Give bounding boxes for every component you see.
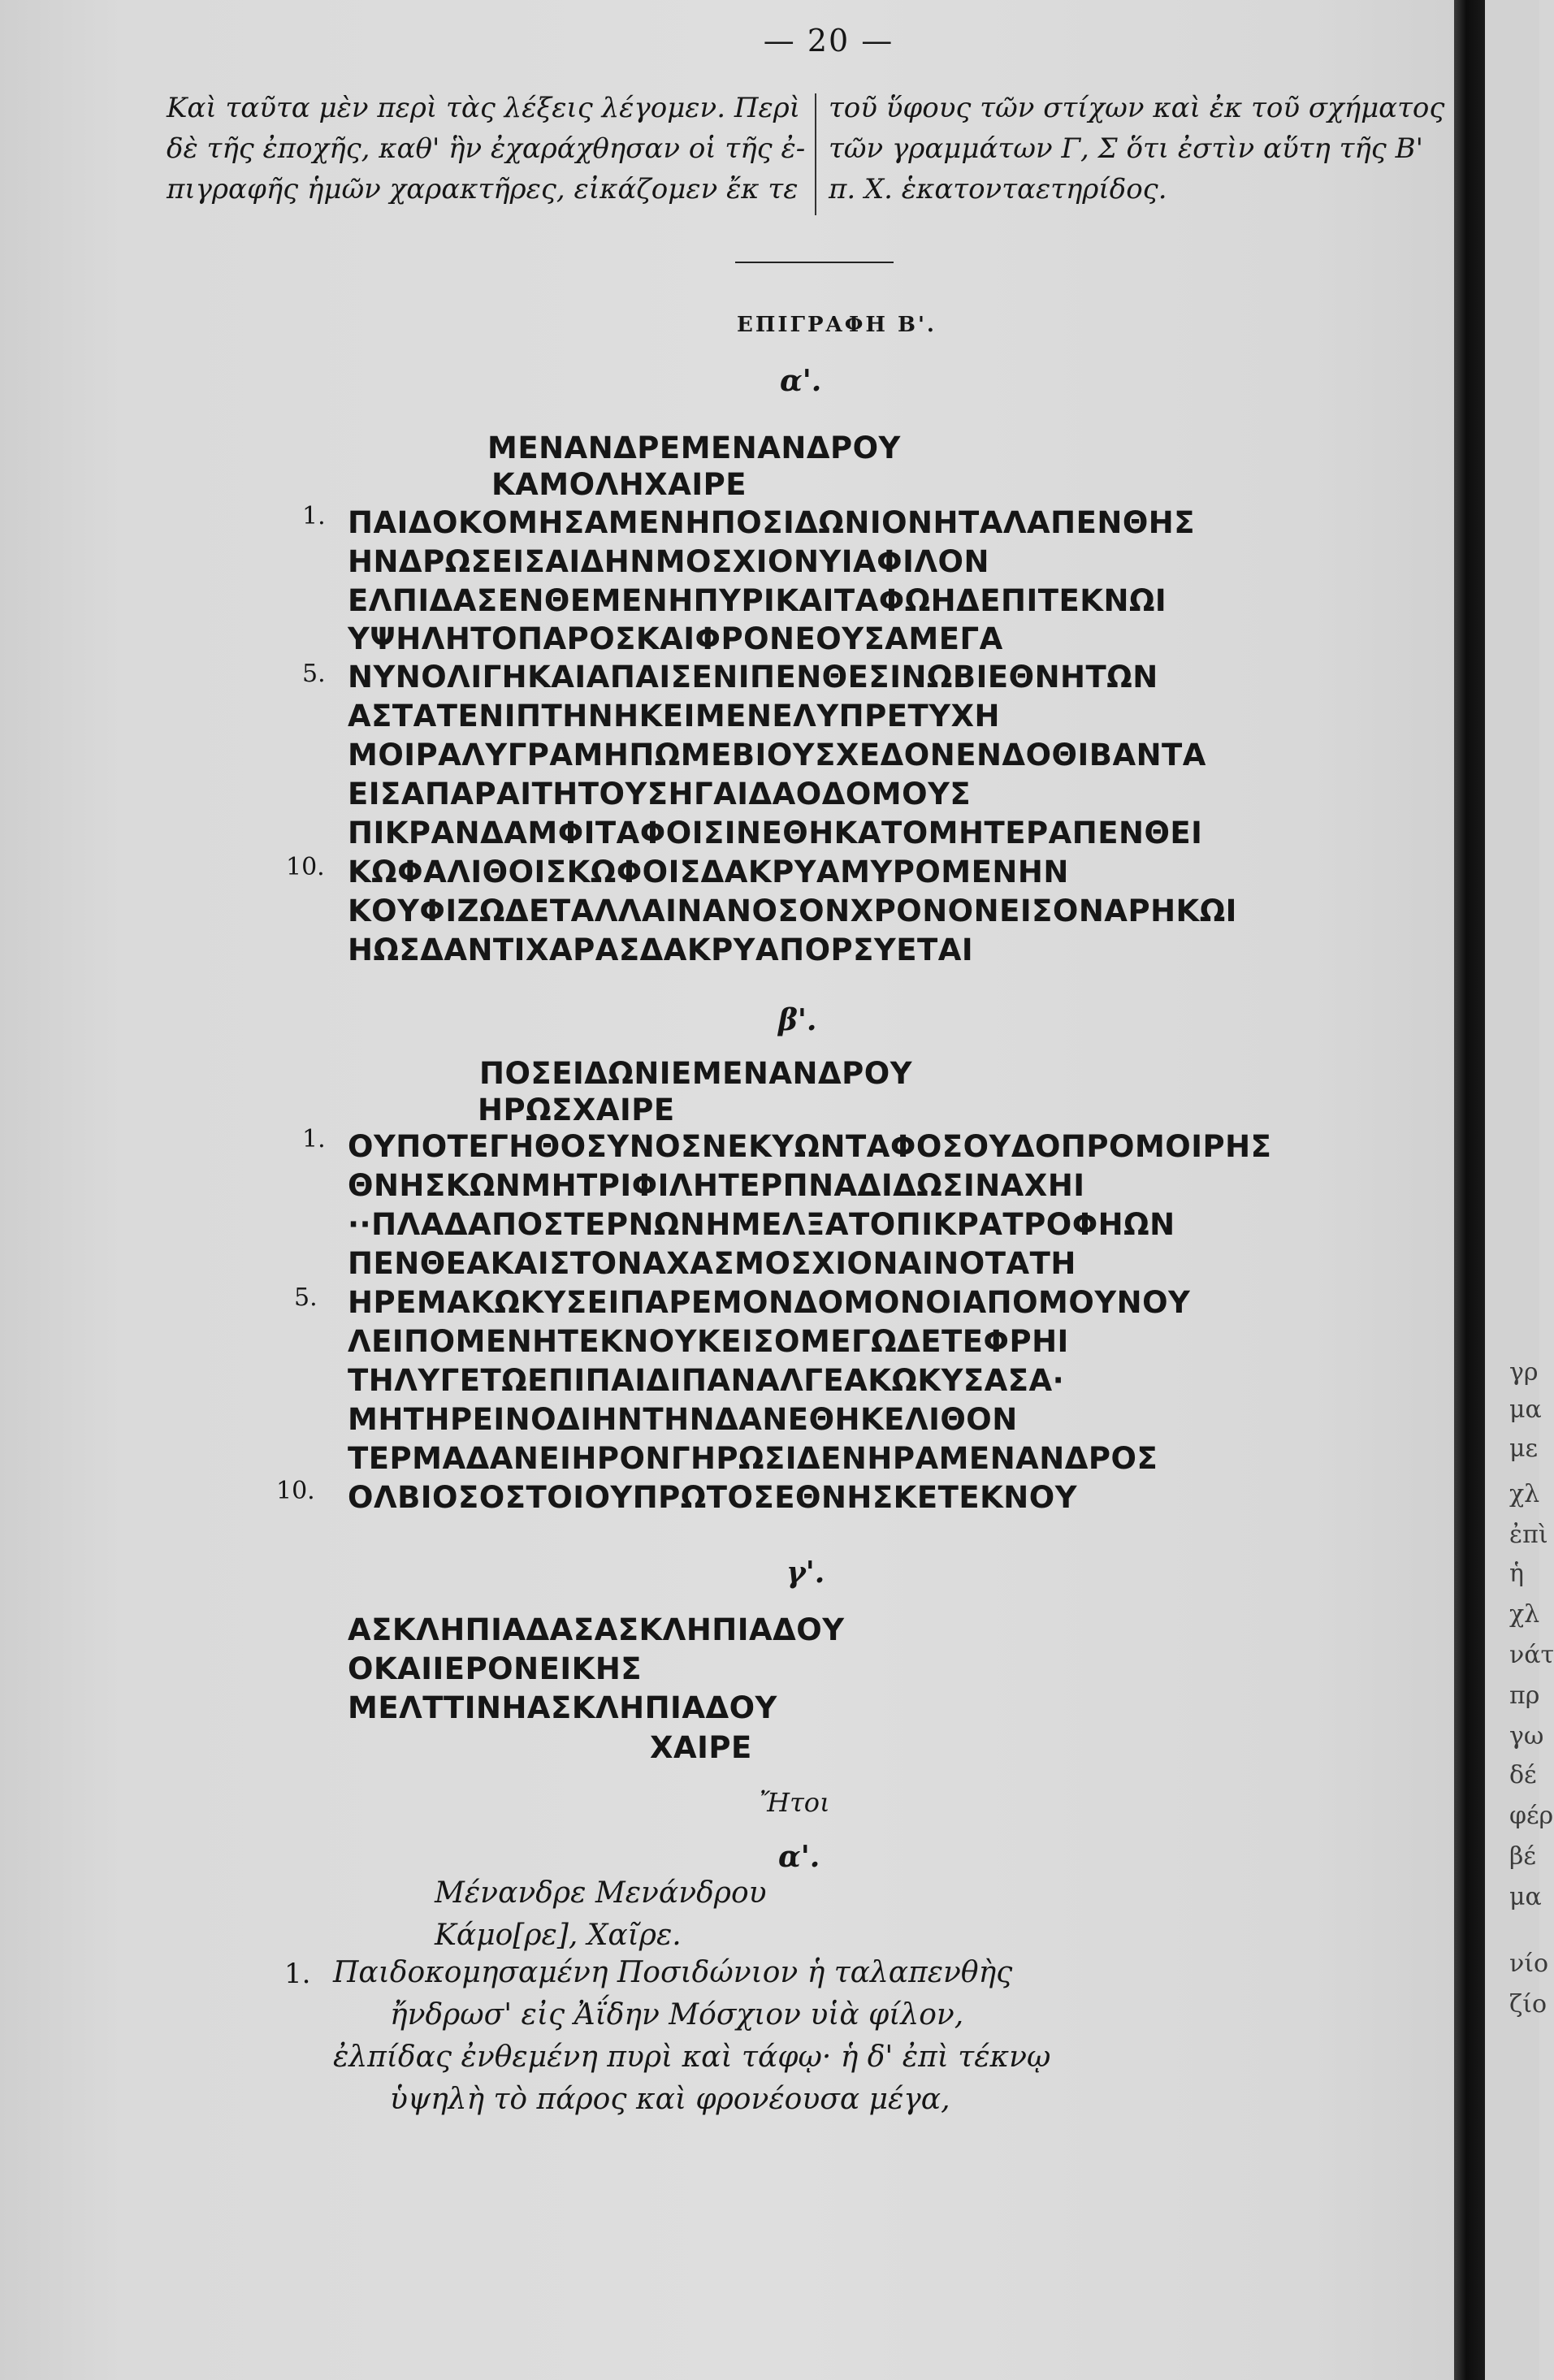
inscription-line: ΜΟΙΡΑΛΥΓΡΑΜΗΠΩΜΕΒΙΟΥΣΧΕΔΟΝΕΝΔΟΘΙΒΑΝΤΑ [348, 738, 1206, 772]
intro-line: τοῦ ὕφους τῶν στίχων καὶ ἐκ τοῦ σχήματος [829, 92, 1445, 124]
book-gutter-shadow [1454, 0, 1485, 2380]
inscription-header-line: ΗΡΩΣΧΑΙΡΕ [478, 1093, 675, 1127]
inscription-line: ΑΣΤΑΤΕΝΙΠΤΗΝΗΚΕΙΜΕΝΕΛΥΠΡΕΤΥΧΗ [348, 699, 1000, 733]
transcription-line: ἐλπίδας ἐνθεμένη πυρὶ καὶ τάφῳ· ἡ δ' ἐπὶ τέκνῳ [333, 2040, 1051, 2074]
facing-page-fragment: δέ [1509, 1761, 1537, 1789]
transcription-header: Κάμο[ρε], Χαῖρε. [435, 1919, 682, 1952]
section-label-gamma: γ'. [786, 1556, 825, 1590]
facing-page-fragment: ἡ [1509, 1560, 1524, 1588]
inscription-line: ΠΙΚΡΑΝΔΑΜΦΙΤΑΦΟΙΣΙΝΕΘΗΚΑΤΟΜΗΤΕΡΑΠΕΝΘΕΙ [348, 816, 1203, 850]
facing-page-fragment: μα [1509, 1396, 1542, 1424]
section-label-alpha: α'. [780, 364, 822, 398]
section-label-beta: β'. [778, 1003, 817, 1037]
line-number: 10. [286, 853, 325, 881]
section-rule [735, 262, 894, 263]
inscription-line: ΚΩΦΑΛΙΘΟΙΣΚΩΦΟΙΣΔΑΚΡΥΑΜΥΡΟΜΕΝΗΝ [348, 855, 1069, 889]
inscription-line: ΕΛΠΙΔΑΣΕΝΘΕΜΕΝΗΠΥΡΙΚΑΙΤΑΦΩΗΔΕΠΙΤΕΚΝΩΙ [348, 583, 1167, 618]
inscription-line: ΗΡΕΜΑΚΩΚΥΣΕΙΠΑΡΕΜΟΝΔΟΜΟΝΟΙΑΠΟΜΟΥΝΟΥ [348, 1285, 1191, 1320]
inscription-header-line: ΜΕΝΑΝΔΡΕΜΕΝΑΝΔΡΟΥ [487, 431, 901, 465]
intro-line: π. Χ. ἑκατονταετηρίδος. [829, 173, 1167, 206]
intro-left-column [167, 88, 806, 210]
inscription-line: ΠΕΝΘΕΑΚΑΙΣΤΟΝΑΧΑΣΜΟΣΧΙΟΝΑΙΝΟΤΑΤΗ [348, 1246, 1076, 1281]
intro-line: τῶν γραμμάτων Γ, Σ ὅτι ἐστὶν αὕτη τῆς Β' [829, 132, 1423, 165]
transcription-line: Παιδοκομησαμένη Ποσιδώνιον ἡ ταλαπενθὴς [333, 1956, 1013, 1989]
inscription-line: ΗΝΔΡΩΣΕΙΣΑΙΔΗΝΜΟΣΧΙΟΝΥΙΑΦΙΛΟΝ [348, 544, 989, 579]
inscription-line: ΟΛΒΙΟΣΟΣΤΟΙΟΥΠΡΩΤΟΣΕΘΝΗΣΚΕΤΕΚΝΟΥ [348, 1480, 1078, 1515]
facing-page-fragment: νίο [1509, 1949, 1549, 1978]
line-number: 1. [302, 502, 326, 530]
inscription-header-line: ΠΟΣΕΙΔΩΝΙΕΜΕΝΑΝΔΡΟΥ [479, 1056, 912, 1091]
facing-page-fragment: ζίο [1509, 1990, 1548, 2019]
facing-page-fragment: με [1509, 1434, 1539, 1463]
inscription-line: ΗΩΣΔΑΝΤΙΧΑΡΑΣΔΑΚΡΥΑΠΟΡΣΥΕΤΑΙ [348, 933, 974, 967]
inscription-line: ΥΨΗΛΗΤΟΠΑΡΟΣΚΑΙΦΡΟΝΕΟΥΣΑΜΕΓΑ [348, 621, 1003, 656]
line-number: 1. [302, 1125, 326, 1153]
inscription-line: ΧΑΙΡΕ [650, 1730, 752, 1765]
intro-line: Καὶ ταῦτα μὲν περὶ τὰς λέξεις λέγομεν. Περὶ [167, 92, 801, 124]
inscription-line: ΜΗΤΗΡΕΙΝΟΔΙΗΝΤΗΝΔΑΝΕΘΗΚΕΛΙΘΟΝ [348, 1402, 1018, 1437]
line-number: 10. [276, 1477, 315, 1505]
transcription-header: Μένανδρε Μενάνδρου [435, 1876, 767, 1910]
transcription-line: ἤνδρωσ' εἰς Ἀΐδην Μόσχιον υἱὰ φίλον, [390, 1998, 964, 2032]
inscription-line: ΘΝΗΣΚΩΝΜΗΤΡΙΦΙΛΗΤΕΡΠΝΑΔΙΔΩΣΙΝΑΧΗΙ [348, 1168, 1085, 1203]
inscription-heading: ΕΠΙΓΡΑΦΗ Β'. [737, 313, 937, 337]
transcription-label: α'. [778, 1840, 820, 1874]
inscription-line: ΕΙΣΑΠΑΡΑΙΤΗΤΟΥΣΗΓΑΙΔΑΟΔΟΜΟΥΣ [348, 777, 972, 811]
inscription-line: ΚΟΥΦΙΖΩΔΕΤΑΛΛΑΙΝΑΝΟΣΟΝΧΡΟΝΟΝΕΙΣΟΝΑΡΗΚΩΙ [348, 894, 1237, 928]
facing-page-fragment: ἐπὶ [1509, 1521, 1548, 1549]
inscription-line: ΟΥΠΟΤΕΓΗΘΟΣΥΝΟΣΝΕΚΥΩΝΤΑΦΟΣΟΥΔΟΠΡΟΜΟΙΡΗΣ [348, 1129, 1272, 1164]
line-number: 5. [302, 660, 326, 688]
inscription-line: ΤΕΡΜΑΔΑΝΕΙΗΡΟΝΓΗΡΩΣΙΔΕΝΗΡΑΜΕΝΑΝΔΡΟΣ [348, 1441, 1158, 1476]
facing-page-fragment: νάτ [1509, 1641, 1554, 1669]
inscription-line: ΑΣΚΛΗΠΙΑΔΑΣΑΣΚΛΗΠΙΑΔΟΥ [348, 1612, 845, 1647]
facing-page-fragment: χλ [1509, 1480, 1540, 1508]
facing-page-fragment: φέρ [1509, 1802, 1554, 1830]
line-number: 5. [294, 1283, 318, 1312]
inscription-line: ··ΠΛΑΔΑΠΟΣΤΕΡΝΩΝΗΜΕΛΞΑΤΟΠΙΚΡΑΤΡΟΦΗΩΝ [348, 1207, 1175, 1242]
transcription-line: ὑψηλὴ τὸ πάρος καὶ φρονέουσα μέγα, [390, 2083, 950, 2116]
facing-page-fragment: χλ [1509, 1600, 1540, 1629]
line-number: 1. [284, 1958, 311, 1990]
transcription-intro: Ἤτοι [760, 1787, 830, 1818]
facing-page-fragment: γρ [1509, 1358, 1539, 1387]
inscription-header-line: ΚΑΜΟΛΗΧΑΙΡΕ [491, 467, 747, 502]
facing-page-edge [1485, 0, 1539, 2380]
inscription-line: ΤΗΛΥΓΕΤΩΕΠΙΠΑΙΔΙΠΑΝΑΛΓΕΑΚΩΚΥΣΑΣΑ· [348, 1363, 1065, 1398]
inscription-line: ΜΕΛΤΤΙΝΗΑΣΚΛΗΠΙΑΔΟΥ [348, 1690, 777, 1725]
inscription-line: ΝΥΝΟΛΙΓΗΚΑΙΑΠΑΙΣΕΝΙΠΕΝΘΕΣΙΝΩΒΙΕΘΝΗΤΩΝ [348, 660, 1158, 695]
column-divider [815, 93, 816, 215]
facing-page-fragment: πρ [1509, 1681, 1540, 1710]
page-number: — 20 — [763, 23, 894, 58]
facing-page-fragment: γω [1509, 1722, 1544, 1750]
intro-line: πιγραφῆς ἡμῶν χαρακτῆρες, εἰκάζομεν ἔκ τε [167, 173, 799, 206]
inscription-line: ΟΚΑΙΙΕΡΟΝΕΙΚΗΣ [348, 1651, 643, 1686]
intro-right-column [829, 88, 1454, 210]
facing-page-fragment: μα [1509, 1883, 1542, 1911]
inscription-line: ΠΑΙΔΟΚΟΜΗΣΑΜΕΝΗΠΟΣΙΔΩΝΙΟΝΗΤΑΛΑΠΕΝΘΗΣ [348, 505, 1196, 540]
facing-page-fragment: βέ [1509, 1842, 1536, 1871]
intro-line: δὲ τῆς ἐποχῆς, καθ' ἣν ἐχαράχθησαν οἱ τῆς ἐ- [167, 132, 806, 165]
inscription-line: ΛΕΙΠΟΜΕΝΗΤΕΚΝΟΥΚΕΙΣΟΜΕΓΩΔΕΤΕΦΡΗΙ [348, 1324, 1069, 1359]
